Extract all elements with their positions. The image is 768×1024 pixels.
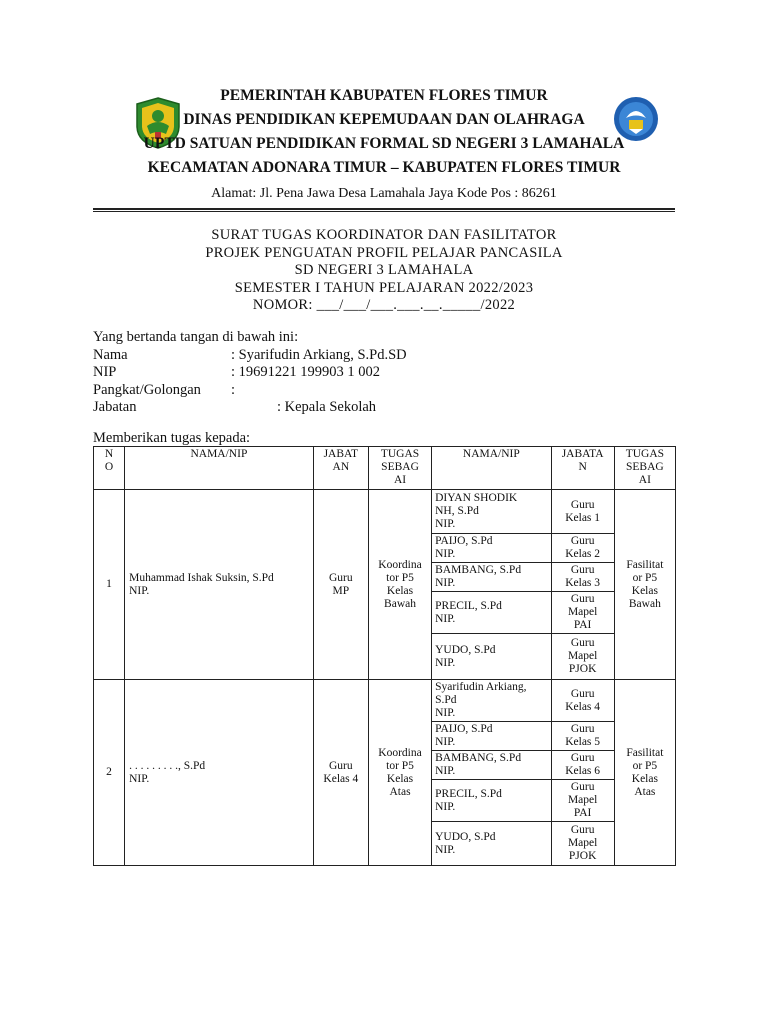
cell-facilitator-role: Fasilitat or P5 Kelas Bawah <box>614 490 675 680</box>
title-line-4: SEMESTER I TAHUN PELAJARAN 2022/2023 <box>234 279 534 296</box>
letterhead-address: Alamat: Jl. Pena Jawa Desa Lamahala Jaya Kode Pos : 86261 <box>211 186 557 201</box>
cell-facilitator-position: Guru Mapel PAI <box>551 592 614 634</box>
cell-facilitator-role: Fasilitat or P5 Kelas Atas <box>614 680 675 866</box>
header-coord-position: JABAT AN <box>313 447 368 490</box>
cell-facilitator-position: Guru Mapel PAI <box>551 780 614 822</box>
cell-coordinator-role: Koordina tor P5 Kelas Bawah <box>368 490 431 680</box>
cell-facilitator-name: BAMBANG, S.Pd NIP. <box>432 751 551 780</box>
cell-facilitator-name: BAMBANG, S.Pd NIP. <box>432 563 551 592</box>
letterhead <box>0 84 768 205</box>
cell-facilitator-position: Guru Kelas 1 <box>551 490 614 534</box>
cell-no: 1 <box>94 490 125 680</box>
cell-no: 2 <box>94 680 125 866</box>
field-value-jabatan: : Kepala Sekolah <box>277 399 377 415</box>
letterhead-line-3: UPTD SATUAN PENDIDIKAN FORMAL SD NEGERI 3 LAMAHALA <box>143 135 625 152</box>
letterhead-line-2: DINAS PENDIDIKAN KEPEMUDAAN DAN OLAHRAGA <box>183 111 585 128</box>
assignment-intro: Memberikan tugas kepada: <box>93 430 251 446</box>
cell-facilitator-name: PRECIL, S.Pd NIP. <box>432 780 551 822</box>
cell-facilitator-name: Syarifudin Arkiang, S.Pd NIP. <box>432 680 551 722</box>
cell-coordinator-position: Guru Kelas 4 <box>313 680 368 866</box>
field-label-nip: NIP <box>93 364 117 380</box>
letterhead-divider-thin <box>93 211 675 212</box>
letter-title <box>0 227 768 315</box>
field-label-pangkat: Pangkat/Golongan <box>93 381 201 398</box>
cell-coordinator-name: Muhammad Ishak Suksin, S.Pd NIP. <box>125 490 314 680</box>
title-line-1: SURAT TUGAS KOORDINATOR DAN FASILITATOR <box>211 227 557 243</box>
cell-facilitator-name: PRECIL, S.Pd NIP. <box>432 592 551 634</box>
cell-facilitator-name: PAIJO, S.Pd NIP. <box>432 722 551 751</box>
cell-coordinator-role: Koordina tor P5 Kelas Atas <box>368 680 431 866</box>
table-row <box>94 680 676 722</box>
field-value-nip: : 19691221 199903 1 002 <box>231 364 381 380</box>
table-header-row <box>94 447 676 490</box>
title-line-2: PROJEK PENGUATAN PROFIL PELAJAR PANCASILA <box>205 244 563 261</box>
cell-facilitator-position: Guru Kelas 4 <box>551 680 614 722</box>
header-no: N O <box>94 447 125 490</box>
cell-facilitator-name: YUDO, S.Pd NIP. <box>432 822 551 866</box>
letterhead-line-4: KECAMATAN ADONARA TIMUR – KABUPATEN FLORES TIMUR <box>147 159 621 176</box>
assignment-table <box>93 446 676 866</box>
cell-facilitator-name: PAIJO, S.Pd NIP. <box>432 534 551 563</box>
assignment-table-body <box>94 447 676 866</box>
cell-facilitator-name: DIYAN SHODIK NH, S.Pd NIP. <box>432 490 551 534</box>
field-label-jabatan: Jabatan <box>93 399 137 415</box>
header-coord-role: TUGAS SEBAG AI <box>368 447 431 490</box>
field-label-nama: Nama <box>93 346 128 363</box>
cell-facilitator-position: Guru Kelas 5 <box>551 722 614 751</box>
field-value-nama: : Syarifudin Arkiang, S.Pd.SD <box>231 346 407 363</box>
cell-coordinator-name: . . . . . . . . ., S.Pd NIP. <box>125 680 314 866</box>
header-coord-name: NAMA/NIP <box>125 447 314 490</box>
letter-number: NOMOR: ___/___/___.___.__._____/2022 <box>252 297 516 313</box>
header-fac-role: TUGAS SEBAG AI <box>614 447 675 490</box>
cell-facilitator-name: YUDO, S.Pd NIP. <box>432 634 551 680</box>
cell-facilitator-position: Guru Kelas 6 <box>551 751 614 780</box>
field-value-pangkat: : <box>231 381 236 398</box>
cell-facilitator-position: Guru Mapel PJOK <box>551 634 614 680</box>
cell-facilitator-position: Guru Kelas 2 <box>551 534 614 563</box>
signatory-intro: Yang bertanda tangan di bawah ini: <box>93 329 299 345</box>
header-fac-name: NAMA/NIP <box>432 447 551 490</box>
cell-facilitator-position: Guru Mapel PJOK <box>551 822 614 866</box>
cell-coordinator-position: Guru MP <box>313 490 368 680</box>
cell-facilitator-position: Guru Kelas 3 <box>551 563 614 592</box>
letterhead-line-1: PEMERINTAH KABUPATEN FLORES TIMUR <box>220 87 548 104</box>
title-line-3: SD NEGERI 3 LAMAHALA <box>294 262 474 278</box>
letterhead-divider <box>93 208 675 210</box>
header-fac-position: JABATA N <box>551 447 614 490</box>
table-row <box>94 490 676 534</box>
